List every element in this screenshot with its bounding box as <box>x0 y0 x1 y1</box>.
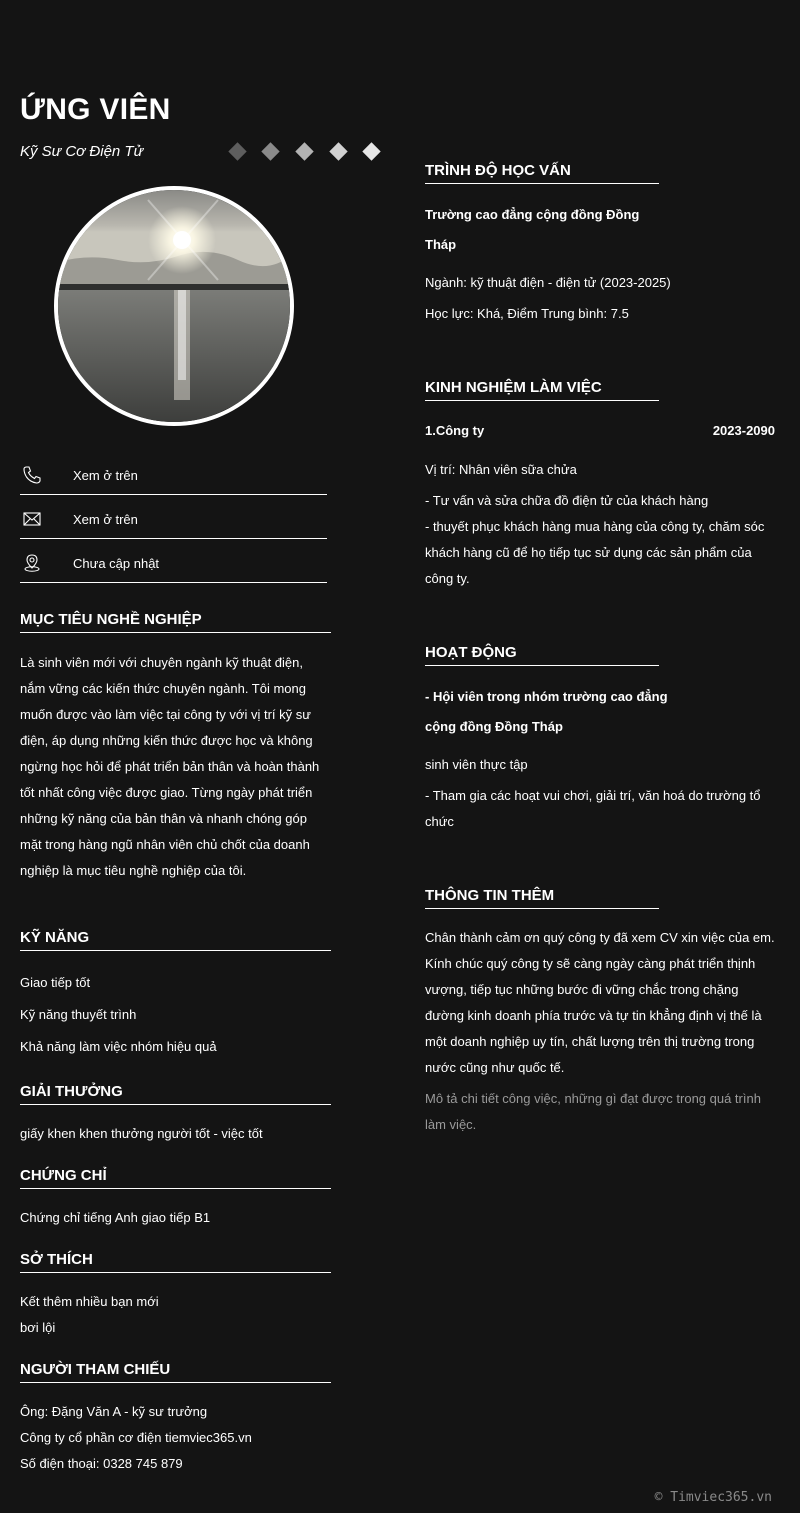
contact-address-text: Chưa cập nhật <box>73 556 160 571</box>
activities-title: HOẠT ĐỘNG <box>425 644 659 666</box>
additional-info-title: THÔNG TIN THÊM <box>425 887 659 909</box>
certificates-title: CHỨNG CHỈ <box>20 1167 331 1189</box>
skill-item: Khả năng làm việc nhóm hiệu quả <box>20 1039 217 1054</box>
additional-info-placeholder: Mô tả chi tiết công việc, những gì đạt được trong quá trình làm việc. <box>425 1091 761 1132</box>
references-list <box>20 1399 331 1477</box>
diamond-icon <box>228 142 246 160</box>
contact-email-row <box>20 505 327 539</box>
reference-line: Công ty cổ phần cơ điện tiemviec365.vn <box>20 1430 252 1445</box>
education-major: Ngành: kỹ thuật điện - điện tử (2023-2025) <box>425 275 671 290</box>
reference-line: Số điện thoại: 0328 745 879 <box>20 1456 183 1471</box>
watermark: © Timviec365.vn <box>654 1490 772 1505</box>
hobbies-title: SỞ THÍCH <box>20 1251 331 1273</box>
education-school: Trường cao đẳng cộng đồng Đồng Tháp <box>425 207 640 252</box>
candidate-name: ỨNG VIÊN <box>20 93 171 126</box>
avatar <box>54 186 294 426</box>
diamond-icon <box>295 142 313 160</box>
awards-text: giấy khen khen thưởng người tốt - việc tốt <box>20 1126 263 1141</box>
contact-address-row <box>20 549 327 583</box>
experience-company: 1.Công ty <box>425 423 485 438</box>
diamond-icon <box>329 142 347 160</box>
skill-item: Kỹ năng thuyết trình <box>20 1007 137 1022</box>
contact-phone-row <box>20 461 327 495</box>
activities-heading: - Hội viên trong nhóm trường cao đẳng cộng đồng Đồng Tháp <box>425 689 668 734</box>
career-goal-text: Là sinh viên mới với chuyên ngành kỹ thuật điện, nắm vững các kiến thức chuyên ngành. Tôi mong muốn được vào làm việc tại công ty với vị trí kỹ sư điện, áp dụng những kiến thức được học và không ngừng học hỏi để phát triển bản thân và hoàn thành tốt nhất công việc được giao. Từng ngày phát triển những kỹ năng của bản thân và nhanh chóng góp mặt trong hàng ngũ nhân viên chủ chốt của doanh nghiệp là mục tiêu nghề nghiệp của tôi. <box>20 655 320 878</box>
experience-position: Vị trí: Nhân viên sữa chửa <box>425 462 577 477</box>
diamond-icon <box>261 142 279 160</box>
skills-title: KỸ NĂNG <box>20 929 331 951</box>
hobby-item: Kết thêm nhiều bạn mới <box>20 1294 159 1309</box>
hobbies-list <box>20 1289 331 1341</box>
experience-header <box>425 423 775 438</box>
contact-email-text: Xem ở trên <box>73 512 138 527</box>
diamond-icon <box>362 142 380 160</box>
skills-list <box>20 967 331 1063</box>
reference-line: Ông: Đặng Văn A - kỹ sư trưởng <box>20 1404 208 1419</box>
additional-info-text: Chân thành cảm ơn quý công ty đã xem CV xin việc của em. Kính chúc quý công ty sẽ càng ngày càng phát triển thịnh vượng, tiếp tục những bước đi vững chắc trong chặng đường kinh doanh phía trước và tự tin khẳng định vị thế là một doanh nghiệp uy tín, chất lượng trên thị trường trong nước cũng như quốc tế. <box>425 930 775 1075</box>
mail-icon <box>22 509 42 529</box>
phone-icon <box>22 465 42 485</box>
education-title: TRÌNH ĐỘ HỌC VẤN <box>425 162 659 184</box>
experience-duty: - Tư vấn và sửa chữa đồ điện tử của khách hàng <box>425 493 709 508</box>
career-goal-title: MỤC TIÊU NGHỀ NGHIỆP <box>20 611 331 633</box>
experience-period: 2023-2090 <box>712 423 775 438</box>
certificates-text: Chứng chỉ tiếng Anh giao tiếp B1 <box>20 1210 211 1225</box>
hobby-item: bơi lội <box>20 1320 56 1335</box>
experience-title: KINH NGHIỆM LÀM VIỆC <box>425 379 659 401</box>
activities-detail: - Tham gia các hoạt vui chơi, giải trí, văn hoá do trường tổ chức <box>425 788 761 829</box>
awards-title: GIẢI THƯỞNG <box>20 1083 331 1105</box>
contact-phone-text: Xem ở trên <box>73 468 138 483</box>
candidate-job-title: Kỹ Sư Cơ Điện Tử <box>20 143 144 160</box>
activities-role: sinh viên thực tập <box>425 757 528 772</box>
skill-item: Giao tiếp tốt <box>20 975 91 990</box>
location-icon <box>22 553 42 573</box>
avatar-sunset-photo <box>58 190 290 422</box>
experience-duty: - thuyết phục khách hàng mua hàng của công ty, chăm sóc khách hàng cũ để họ tiếp tục sử dụng các sản phẩm của công ty. <box>425 519 765 586</box>
references-title: NGƯỜI THAM CHIẾU <box>20 1361 331 1383</box>
education-grade: Học lực: Khá, Điểm Trung bình: 7.5 <box>425 306 629 321</box>
